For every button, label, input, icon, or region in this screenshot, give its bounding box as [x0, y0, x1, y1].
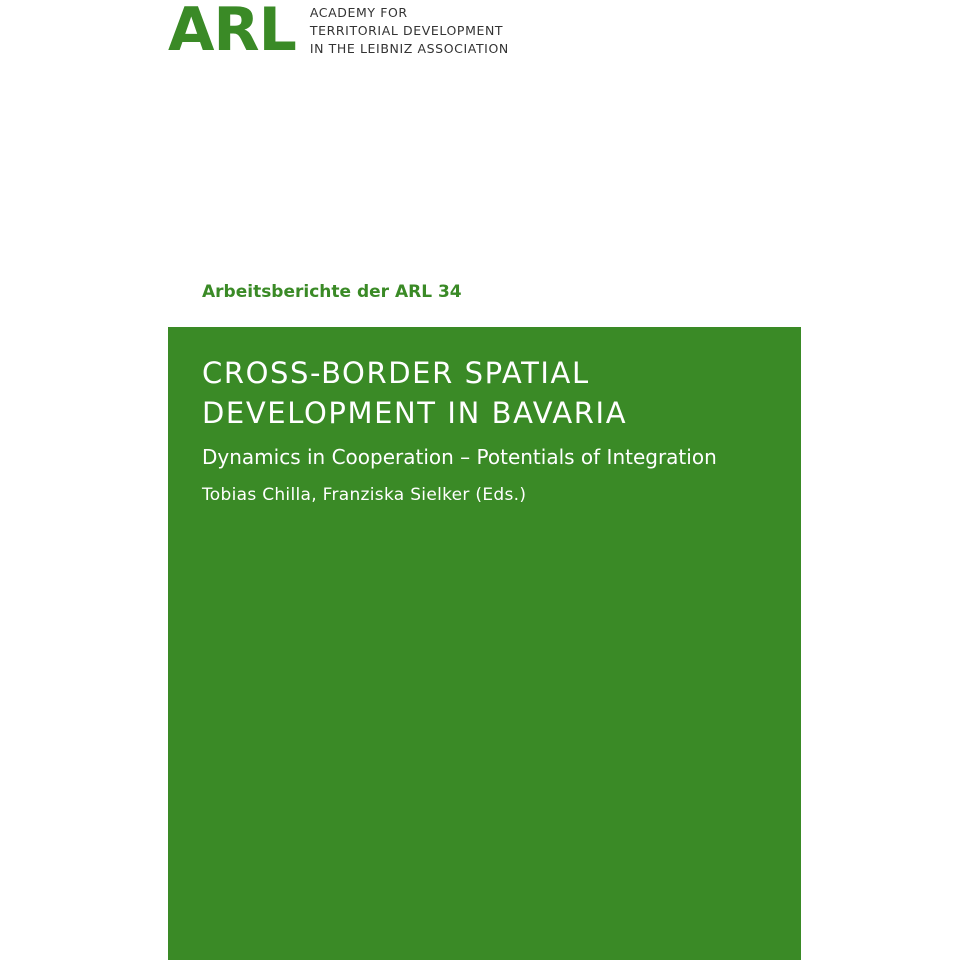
- arl-logo: [168, 0, 509, 65]
- book-title-line: DEVELOPMENT IN BAVARIA: [202, 396, 628, 430]
- logo-text-line: TERRITORIAL DEVELOPMENT: [309, 23, 504, 38]
- book-title-line: CROSS-BORDER SPATIAL: [202, 356, 590, 390]
- arl-logo-mark: ARL: [168, 0, 296, 65]
- cover-panel: [168, 327, 801, 960]
- series-title: Arbeitsberichte der ARL 34: [202, 282, 462, 302]
- logo-text-line: ACADEMY FOR: [309, 5, 408, 20]
- arl-logo-text: [310, 4, 509, 58]
- book-subtitle: Dynamics in Cooperation – Potentials of Integration: [202, 445, 717, 469]
- book-editors: Tobias Chilla, Franziska Sielker (Eds.): [202, 485, 527, 505]
- logo-text-line: IN THE LEIBNIZ ASSOCIATION: [309, 41, 509, 56]
- book-title: [202, 353, 627, 433]
